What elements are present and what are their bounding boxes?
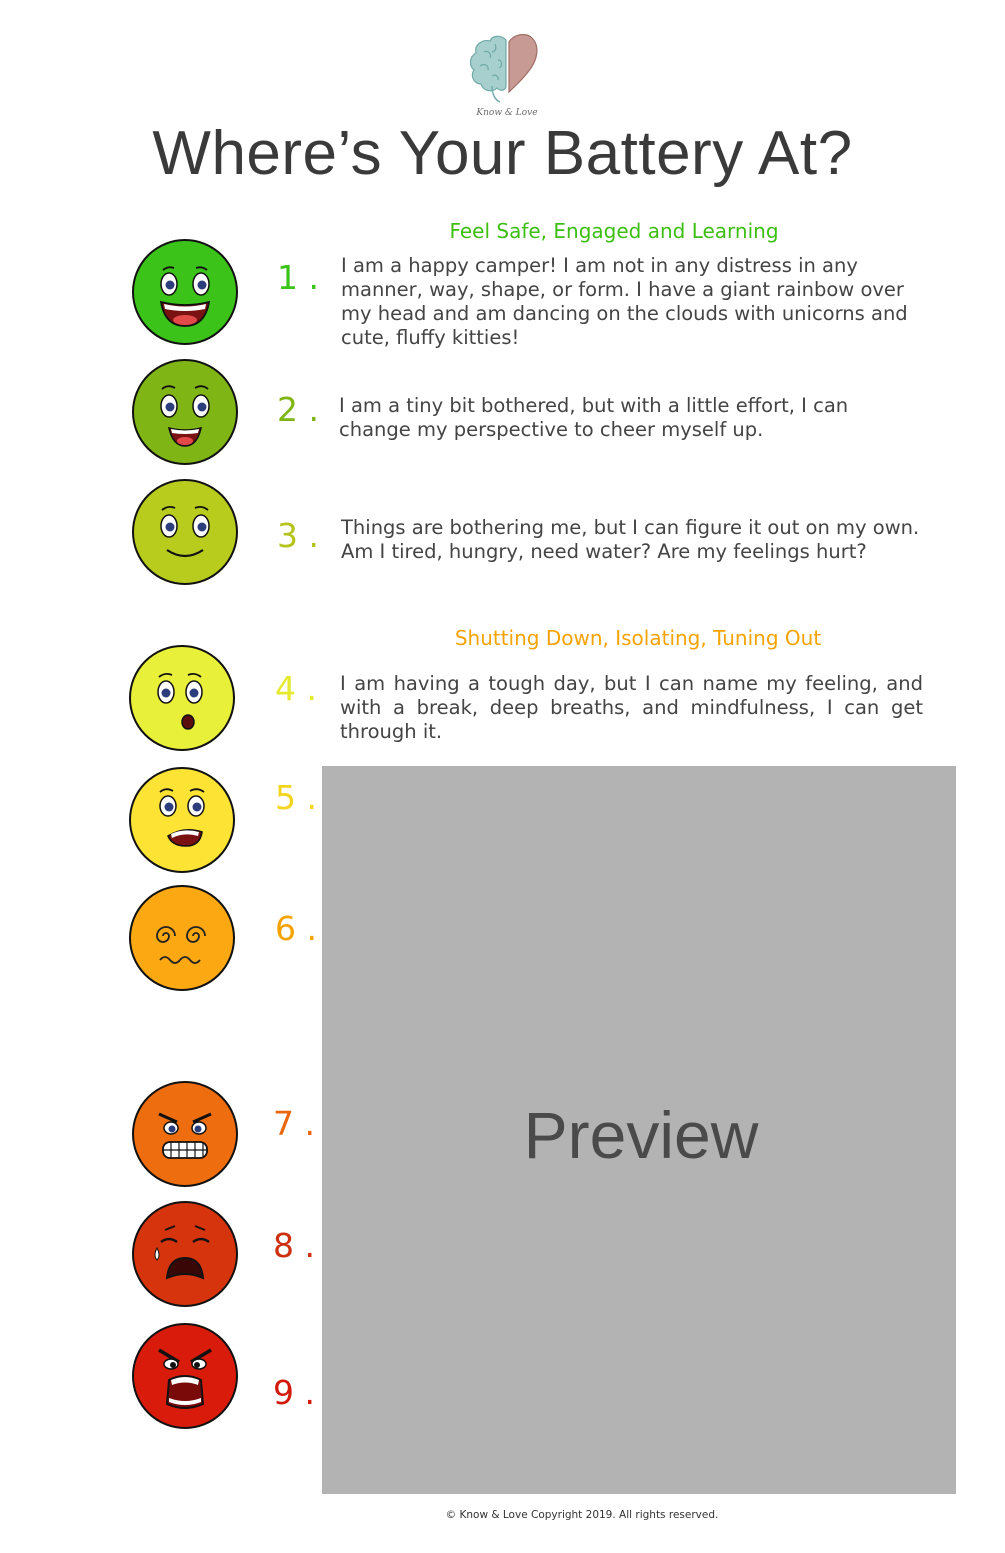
crying-face-icon (131, 1200, 239, 1308)
brain-icon (470, 36, 506, 102)
page-title: Where’s Your Battery At? (152, 119, 853, 188)
level-number-5: 5 . (275, 778, 317, 817)
grinning-face-icon (131, 238, 239, 346)
smiling-face-icon (131, 358, 239, 466)
grimacing-angry-face-icon (131, 1080, 239, 1188)
slight-smile-face-icon (131, 478, 239, 586)
preview-overlay (322, 766, 956, 1494)
level-number-7: 7 . (273, 1104, 315, 1143)
level-number-2: 2 . (277, 390, 319, 429)
heart-half-icon (509, 35, 537, 92)
logo-wordmark: Know & Love (476, 108, 538, 118)
level-description-1: I am a happy camper! I am not in any distress in any manner, way, shape, or form. I have a giant rainbow over my head and am dancing on the clouds with unicorns and cute, fluffy kitties! (341, 254, 908, 349)
worried-face-icon (128, 766, 236, 874)
level-description-3: Things are bothering me, but I can figure it out on my own. Am I tired, hungry, need water? Are my feelings hurt? (341, 516, 920, 563)
furious-face-icon (131, 1322, 239, 1430)
preview-label: Preview (523, 1098, 759, 1172)
section-heading-safe: Feel Safe, Engaged and Learning (449, 219, 779, 243)
level-number-9: 9 . (273, 1373, 315, 1412)
section-heading-shutting-down: Shutting Down, Isolating, Tuning Out (454, 626, 822, 650)
level-description-4: I am having a tough day, but I can name my feeling, and with a break, deep breaths, and mindfulness, I can get through it. (340, 672, 923, 743)
level-number-3: 3 . (277, 516, 319, 555)
level-description-2: I am a tiny bit bothered, but with a little effort, I can change my perspective to cheer myself up. (339, 394, 849, 441)
surprised-face-icon (128, 644, 236, 752)
copyright-footer: © Know & Love Copyright 2019. All rights reserved. (445, 1509, 719, 1521)
level-number-6: 6 . (275, 909, 317, 948)
level-number-8: 8 . (273, 1226, 315, 1265)
level-number-1: 1 . (277, 258, 319, 297)
dizzy-face-icon (128, 884, 236, 992)
level-number-4: 4 . (275, 669, 317, 708)
